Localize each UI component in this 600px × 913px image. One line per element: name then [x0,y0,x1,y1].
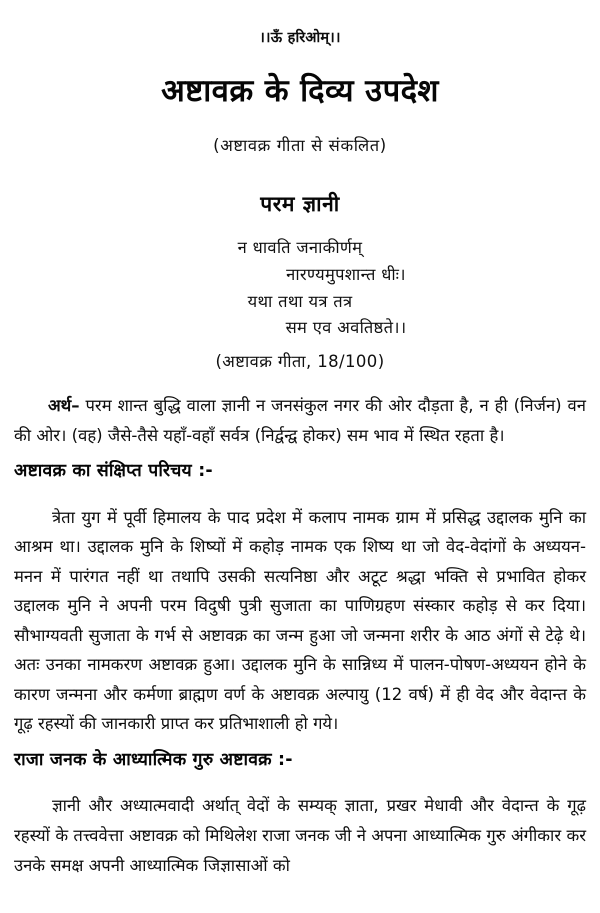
verse-line: सम एव अवतिष्ठते।। [285,318,407,338]
verse-section-heading: परम ज्ञानी [260,191,340,216]
section-heading-guru: राजा जनक के आध्यात्मिक गुरु अष्टावक्र :- [14,749,293,770]
invocation-line: ।।ऊँ हरिओम्।। [259,30,341,46]
verse-line: न धावति जनाकीर्णम् [237,238,363,258]
verse-citation: (अष्टावक्र गीता, 18/100) [215,352,385,372]
page-subtitle: (अष्टावक्र गीता से संकलित) [213,135,387,155]
page-title: अष्टावक्र के दिव्य उपदेश [161,73,439,110]
meaning-paragraph [14,391,586,450]
meaning-label: अर्थ– [48,396,80,416]
section-paragraph-guru: ज्ञानी और अध्यात्मवादी अर्थात् वेदों के सम्यक् ज्ञाता, प्रखर मेधावी और वेदान्त के गूढ़ रहस्यों के तत्त्ववेत्ता अष्टावक्र को मिथिलेश राजा जनक जी ने अपना आध्यात्मिक गुरु अंगीकार कर उनके समक्ष अपनी आध्यात्मिक जिज्ञासाओं को [14,796,586,875]
verse-line: यथा तथा यत्र तत्र [247,291,353,311]
section-heading-introduction: अष्टावक्र का संक्षिप्त परिचय :- [14,461,213,482]
verse-block [14,235,586,342]
verse-line: नारण्यमुपशान्त धीः। [286,264,406,284]
section-paragraph-introduction: त्रेता युग में पूर्वी हिमालय के पाद प्रदेश में कलाप नामक ग्राम में प्रसिद्ध उद्दालक मुनि का आश्रम था। उद्दालक मुनि के शिष्यों में कहोड़ नामक एक शिष्य था जो वेद-वेदांगों के अध्ययन-मनन में पारंगत नहीं था तथापि उसकी सत्यनिष्ठा और अटूट श्रद्धा भक्ति से प्रभावित होकर उद्दालक मुनि ने अपनी परम विदुषी पुत्री सुजाता का पाणिग्रहण संस्कार कहोड़ से कर दिया। सौभाग्यवती सुजाता के गर्भ से अष्टावक्र का जन्म हुआ जो जन्मना शरीर के आठ अंगों से टेढ़े थे। अतः उनका नामकरण अष्टावक्र हुआ। उद्दालक मुनि के सान्निध्य में पालन-पोषण-अध्ययन होने के कारण जन्मना और कर्मणा ब्राह्मण वर्ण के अष्टावक्र अल्पायु (12 वर्ष) में ही वेद और वेदान्त के गूढ़ रहस्यों की जानकारी प्राप्त कर प्रतिभाशाली हो गये। [14,507,586,734]
meaning-text: परम शान्त बुद्धि वाला ज्ञानी न जनसंकुल नगर की ओर दौड़ता है, न ही (निर्जन) वन की ओर। (वह) जैसे-तैसे यहाँ-वहाँ सर्वत्र (निर्द्वन्द्व होकर) सम भाव में स्थित रहता है। [14,396,586,445]
